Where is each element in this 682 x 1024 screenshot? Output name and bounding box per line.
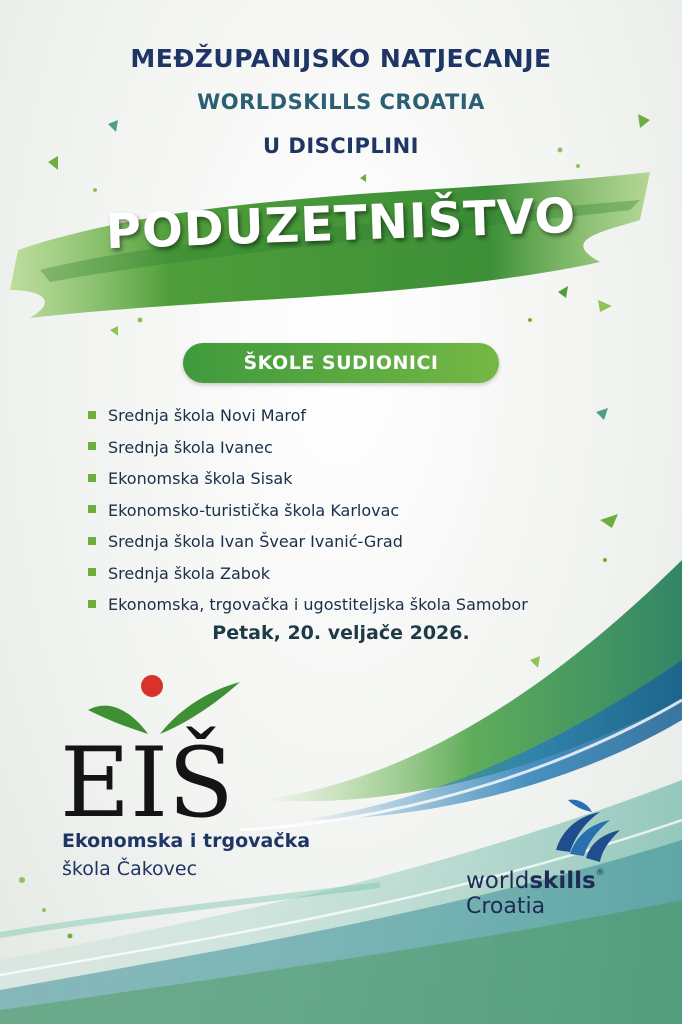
school-name: Srednja škola Ivan Švear Ivanić-Grad	[108, 532, 403, 551]
list-item	[88, 463, 528, 495]
school-name: Srednja škola Zabok	[108, 563, 270, 583]
heading-line-1: MEĐŽUPANIJSKO NATJECANJE	[130, 44, 552, 73]
square-bullet-icon	[88, 537, 96, 545]
discipline-title: PODUZETNIŠTVO	[104, 187, 578, 261]
worldskills-country: Croatia	[466, 894, 546, 919]
eis-letters: EIŠ	[60, 727, 234, 828]
list-item	[88, 432, 528, 464]
schools-heading: ŠKOLE SUDIONICI	[183, 343, 499, 383]
school-name: Ekonomsko-turistička škola Karlovac	[108, 500, 400, 520]
square-bullet-icon	[88, 411, 96, 419]
square-bullet-icon	[88, 442, 96, 450]
list-item	[88, 526, 528, 558]
list-item	[88, 495, 528, 527]
worldskills-wordmark: worldskills®	[466, 868, 605, 894]
square-bullet-icon	[88, 600, 96, 608]
event-date: Petak, 20. veljače 2026.	[212, 622, 470, 644]
heading-line-3: U DISCIPLINI	[263, 134, 419, 158]
list-item	[88, 558, 528, 590]
eis-logo-icon	[60, 668, 260, 828]
square-bullet-icon	[88, 568, 96, 576]
school-name: Srednja škola Novi Marof	[108, 406, 307, 425]
heading-line-2: WORLDSKILLS CROATIA	[197, 90, 485, 114]
schools-list	[88, 400, 528, 621]
worldskills-logo-icon	[548, 790, 628, 870]
list-item	[88, 589, 528, 621]
square-bullet-icon	[88, 505, 96, 513]
host-school-name-line-2: škola Čakovec	[62, 858, 198, 880]
school-name: Ekonomska, trgovačka i ugostiteljska škola Samobor	[108, 595, 528, 614]
school-name: Ekonomska škola Sisak	[108, 469, 293, 488]
list-item	[88, 400, 528, 432]
host-school-name-line-1: Ekonomska i trgovačka	[62, 830, 311, 852]
school-name: Srednja škola Ivanec	[108, 437, 273, 457]
square-bullet-icon	[88, 474, 96, 482]
